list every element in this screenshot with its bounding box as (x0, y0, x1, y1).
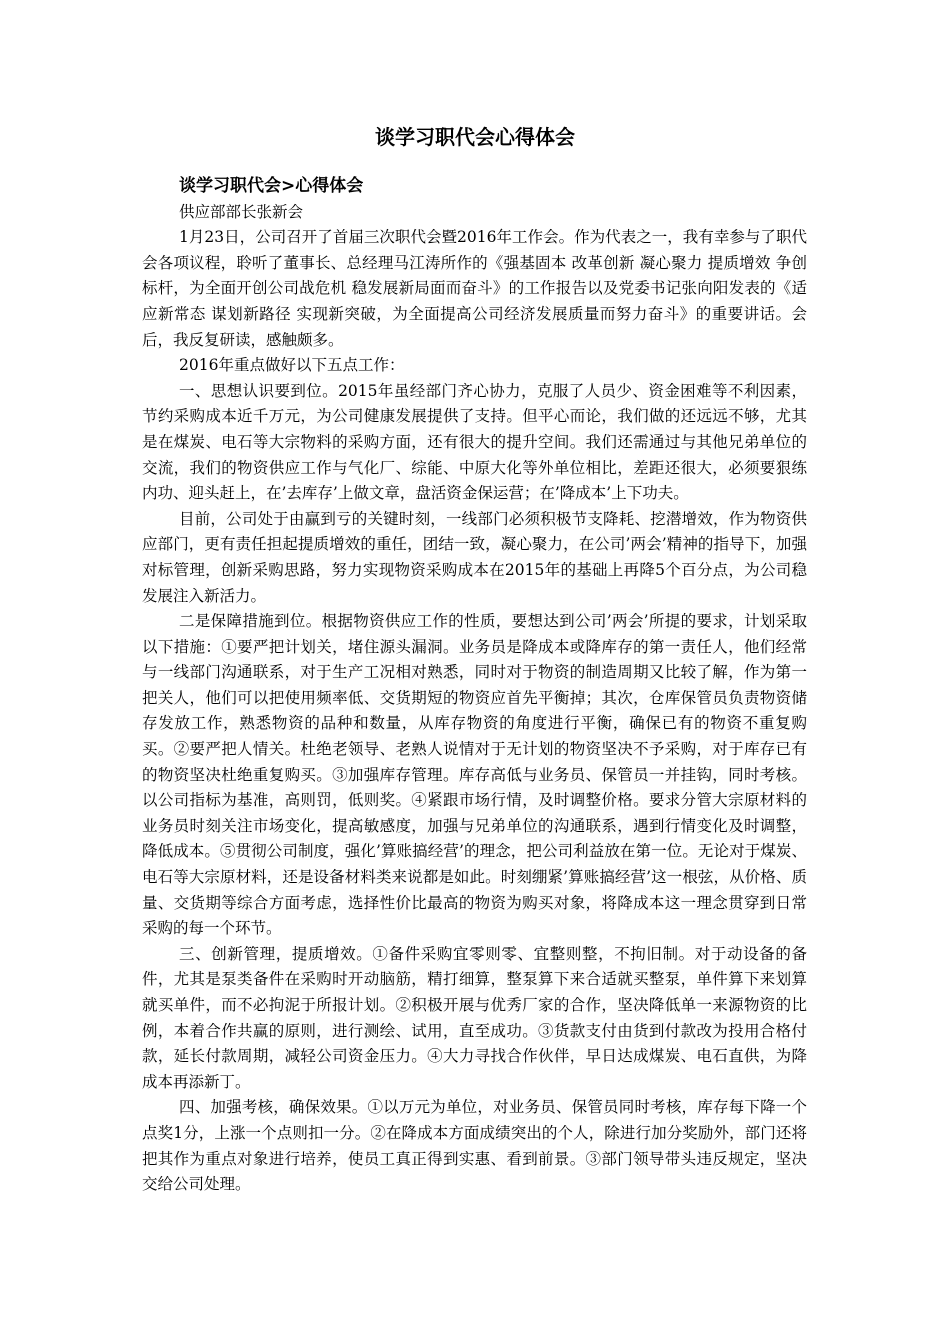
paragraph: 四、加强考核，确保效果。①以万元为单位，对业务员、保管员同时考核，库存每下降一个点奖1分，上涨一个点则扣一分。②在降成本方面成绩突出的个人，除进行加分奖励外，部门还将把其作为重点对象进行培养，使员工真正得到实惠、看到前景。③部门领导带头违反规定，坚决交给公司处理。 (142, 1098, 807, 1194)
document-subtitle: 谈学习职代会>心得体会 (179, 176, 364, 196)
document-body (142, 174, 807, 1198)
paragraph: 三、创新管理，提质增效。①备件采购宜零则零、宜整则整，不拘旧制。对于动设备的备件，尤其是泵类备件在采购时开动脑筋，精打细算，整泵算下来合适就买整泵，单件算下来划算就买单件，而不必拘泥于所报计划。②积极开展与优秀厂家的合作，坚决降低单一来源物资的比例，本着合作共赢的原则，进行测绘、试用，直至成功。③货款支付由货到付款改为投用合格付款，延长付款周期，减轻公司资金压力。④大力寻找合作伙伴，早日达成煤炭、电石直供，为降成本再添新丁。 (142, 944, 807, 1091)
document-title: 谈学习职代会心得体会 (375, 125, 575, 149)
paragraph: 一、思想认识要到位。2015年虽经部门齐心协力，克服了人员少、资金困难等不利因素，节约采购成本近千万元，为公司健康发展提供了支持。但平心而论，我们做的还远远不够，尤其是在煤炭、电石等大宗物料的采购方面，还有很大的提升空间。我们还需通过与其他兄弟单位的交流，我们的物资供应工作与气化厂、综能、中原大化等外单位相比，差距还很大，必须要狠练内功、迎头赶上，在’去库存’上做文章，盘活资金保运营；在’降成本’上下功夫。 (142, 381, 807, 503)
paragraph: 目前，公司处于由赢到亏的关键时刻，一线部门必须积极节支降耗、挖潜增效，作为物资供应部门，更有责任担起提质增效的重任，团结一致，凝心聚力，在公司’两会’精神的指导下，加强对标管理，创新采购思路，努力实现物资采购成本在2015年的基础上再降5个百分点，为公司稳发展注入新活力。 (142, 509, 807, 605)
paragraph: 1月23日，公司召开了首届三次职代会暨2016年工作会。作为代表之一，我有幸参与了职代会各项议程，聆听了董事长、总经理马江涛所作的《强基固本 改革创新 凝心聚力 提质增效 争创标杆，为全面开创公司战危机 稳发展新局面而奋斗》的工作报告以及党委书记张向阳发表的《适应新常态 谋划新路径 实现新突破，为全面提高公司经济发展质量而努力奋斗》的重要讲话。会后，我反复研读，感触颇多。 (142, 228, 807, 349)
paragraph: 二是保障措施到位。根据物资供应工作的性质，要想达到公司’两会’所提的要求，计划采取以下措施：①要严把计划关，堵住源头漏洞。业务员是降成本或降库存的第一责任人，他们经常与一线部门沟通联系，对于生产工况相对熟悉，同时对于物资的制造周期又比较了解，作为第一把关人，他们可以把使用频率低、交货期短的物资应首先平衡掉；其次，仓库保管员负责物资储存发放工作，熟悉物资的品种和数量，从库存物资的角度进行平衡，确保已有的物资不重复购买。②要严把人情关。杜绝老领导、老熟人说情对于无计划的物资坚决不予采购，对于库存已有的物资坚决杜绝重复购买。③加强库存管理。库存高低与业务员、保管员一并挂钩，同时考核。以公司指标为基准，高则罚，低则奖。④紧跟市场行情，及时调整价格。要求分管大宗原材料的业务员时刻关注市场变化，提高敏感度，加强与兄弟单位的沟通联系，遇到行情变化及时调整，降低成本。⑤贯彻公司制度，强化’算账搞经营’的理念，把公司利益放在第一位。无论对于煤炭、电石等大宗原材料，还是设备材料类来说都是如此。时刻绷紧’算账搞经营’这一根弦，从价格、质量、交货期等综合方面考虑，选择性价比最高的物资为购买对象，将降成本这一理念贯穿到日常采购的每一个环节。 (142, 612, 807, 938)
document-author: 供应部部长张新会 (179, 202, 304, 221)
paragraph: 2016年重点做好以下五点工作： (179, 356, 405, 375)
